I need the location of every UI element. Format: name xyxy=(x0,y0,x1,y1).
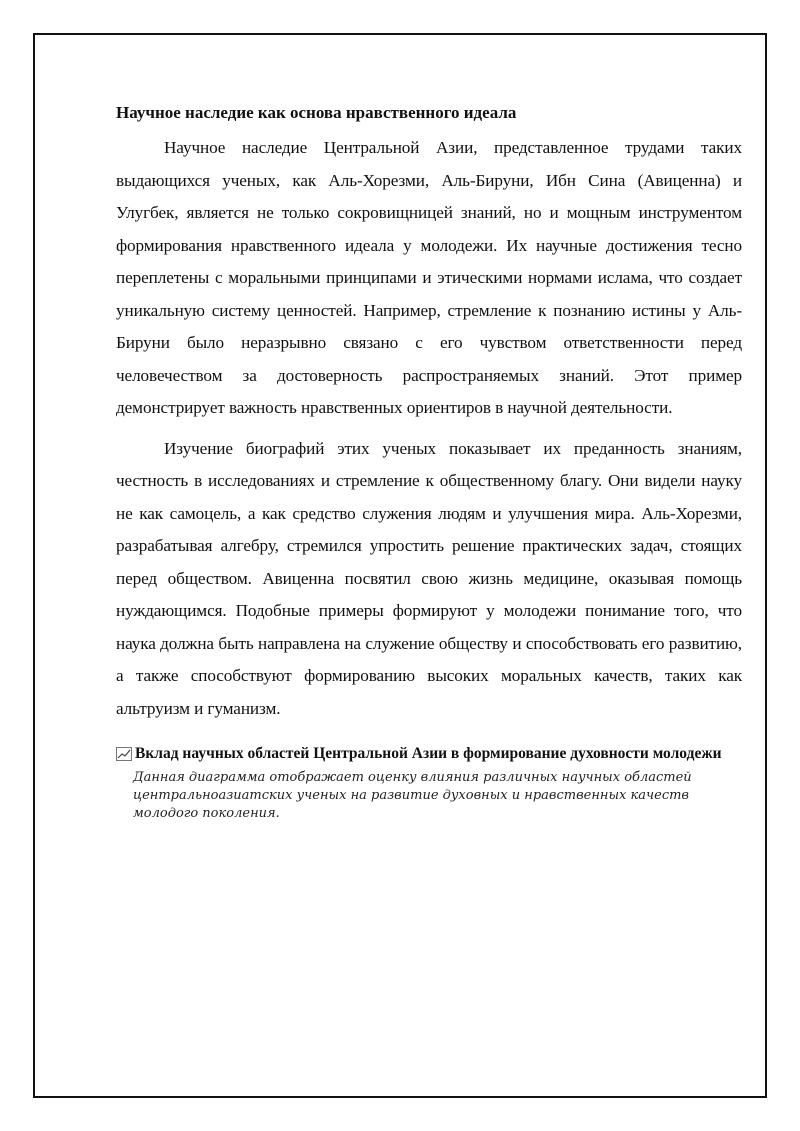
chart-description: Данная диаграмма отображает оценку влияния различных научных областей центральноазиатских ученых на развитие духовных и нравственных качеств молодого поколения. xyxy=(133,770,692,821)
paragraph-2: Изучение биографий этих ученых показывает их преданность знаниям, честность в исследованиях и стремление к общественному благу. Они видели науку не как самоцель, а как средство служения людям и улучшения мира. Аль-Хорезми, разрабатывая алгебру, стремился упростить решение практических задач, стоящих перед обществом. Авиценна посвятил свою жизнь медицине, оказывая помощь нуждающимся. Подобные примеры формируют у молодежи понимание того, что наука должна быть направлена на служение обществу и способствовать его развитию, а также способствуют формированию высоких моральных качеств, таких как альтруизм и гуманизм. xyxy=(116,438,742,718)
document-body xyxy=(116,102,742,823)
chart-caption-block xyxy=(116,743,742,823)
paragraph-1: Научное наследие Центральной Азии, представленное трудами таких выдающихся ученых, как Аль-Хорезми, Аль-Бируни, Ибн Сина (Авиценна) и Улугбек, является не только сокровищницей знаний, но и мощным инструментом формирования нравственного идеала у молодежи. Их научные достижения тесно переплетены с моральными принципами и этическими нормами ислама, что создает уникальную систему ценностей. Например, стремление к познанию истины у Аль-Бируни было неразрывно связано с его чувством ответственности перед человечеством за достоверность распространяемых знаний. Этот пример демонстрирует важность нравственных ориентиров в научной деятельности. xyxy=(116,138,742,417)
line-chart-icon xyxy=(116,746,132,760)
chart-title-row xyxy=(116,743,742,764)
chart-title: Вклад научных областей Центральной Азии в формирование духовности молодежи xyxy=(135,745,722,762)
section-heading: Научное наследие как основа нравственного идеала xyxy=(116,103,517,122)
